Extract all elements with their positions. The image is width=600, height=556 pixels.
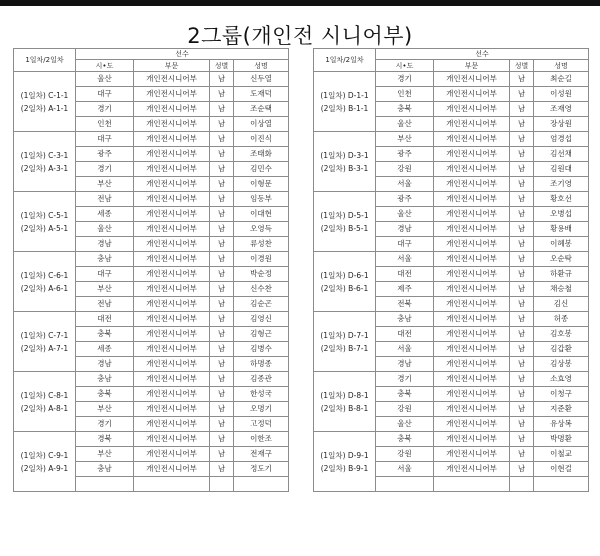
name-cell: 김영신 [234, 312, 289, 327]
gender-cell: 남 [510, 462, 534, 477]
name-cell: 이청구 [534, 387, 589, 402]
table-row [14, 252, 289, 267]
division-cell: 개인전시니어부 [134, 162, 210, 177]
region-cell: 전북 [376, 297, 434, 312]
gender-cell: 남 [510, 102, 534, 117]
region-cell: 울산 [76, 72, 134, 87]
name-cell: 박명환 [534, 432, 589, 447]
division-cell: 개인전시니어부 [434, 87, 510, 102]
region-cell: 광주 [376, 192, 434, 207]
name-cell [534, 477, 589, 492]
header-round: 1일차/2일차 [14, 49, 76, 72]
round-day2: (2일차) A-3-1 [20, 163, 69, 173]
region-cell: 강원 [376, 402, 434, 417]
name-cell: 하명종 [234, 357, 289, 372]
division-cell: 개인전시니어부 [434, 432, 510, 447]
round-day1: (1일차) C-7-1 [20, 330, 69, 340]
round-day2: (2일차) B-6-1 [320, 283, 369, 293]
gender-cell: 남 [210, 87, 234, 102]
division-cell [434, 477, 510, 492]
table-row [314, 372, 589, 387]
round-day2: (2일차) A-5-1 [20, 223, 69, 233]
division-cell: 개인전시니어부 [434, 282, 510, 297]
round-cell [14, 432, 76, 492]
name-cell: 김순곤 [234, 297, 289, 312]
gender-cell: 남 [210, 207, 234, 222]
gender-cell: 남 [210, 372, 234, 387]
round-day1: (1일차) D-5-1 [320, 210, 369, 220]
name-cell: 황용배 [534, 222, 589, 237]
division-cell: 개인전시니어부 [434, 417, 510, 432]
header-row [14, 49, 289, 60]
header-region: 시•도 [76, 60, 134, 72]
round-day2: (2일차) B-1-1 [320, 103, 369, 113]
name-cell: 이성원 [534, 87, 589, 102]
name-cell: 이형문 [234, 177, 289, 192]
division-cell: 개인전시니어부 [134, 417, 210, 432]
name-cell: 도재덕 [234, 87, 289, 102]
name-cell: 이한조 [234, 432, 289, 447]
region-cell: 서울 [376, 252, 434, 267]
name-cell: 오순탁 [534, 252, 589, 267]
division-cell: 개인전시니어부 [134, 342, 210, 357]
region-cell: 경남 [376, 222, 434, 237]
name-cell: 이혜봉 [534, 237, 589, 252]
name-cell: 이대현 [234, 207, 289, 222]
name-cell: 장상원 [534, 117, 589, 132]
region-cell: 경기 [376, 372, 434, 387]
name-cell: 허종 [534, 312, 589, 327]
name-cell: 김원대 [534, 162, 589, 177]
gender-cell: 남 [210, 147, 234, 162]
name-cell: 김병수 [234, 342, 289, 357]
division-cell: 개인전시니어부 [134, 72, 210, 87]
region-cell: 서울 [376, 342, 434, 357]
gender-cell: 남 [510, 177, 534, 192]
name-cell: 류성찬 [234, 237, 289, 252]
table-row [314, 192, 589, 207]
round-day2: (2일차) A-1-1 [20, 103, 69, 113]
header-player: 선수 [376, 49, 589, 60]
gender-cell: 남 [510, 207, 534, 222]
header-gender: 성별 [210, 60, 234, 72]
page-title: 2그룹(개인전 시니어부) [187, 24, 413, 48]
round-cell [314, 432, 376, 492]
region-cell: 대전 [376, 267, 434, 282]
name-cell: 조순택 [234, 102, 289, 117]
division-cell: 개인전시니어부 [434, 387, 510, 402]
right-group-table [313, 48, 589, 492]
table-row [314, 432, 589, 447]
division-cell: 개인전시니어부 [134, 282, 210, 297]
round-day2: (2일차) A-8-1 [20, 403, 69, 413]
region-cell: 부산 [76, 177, 134, 192]
gender-cell: 남 [210, 102, 234, 117]
name-cell: 최순길 [534, 72, 589, 87]
round-cell [14, 132, 76, 192]
gender-cell: 남 [510, 72, 534, 87]
top-bar [0, 0, 600, 6]
round-cell [14, 192, 76, 252]
name-cell: 임동부 [234, 192, 289, 207]
header-region: 시•도 [376, 60, 434, 72]
gender-cell: 남 [210, 297, 234, 312]
round-day1: (1일차) C-3-1 [20, 150, 69, 160]
gender-cell: 남 [510, 372, 534, 387]
round-day1: (1일차) D-9-1 [320, 450, 369, 460]
header-division: 부문 [134, 60, 210, 72]
round-day2: (2일차) B-5-1 [320, 223, 369, 233]
header-player: 선수 [76, 49, 289, 60]
region-cell: 경기 [76, 102, 134, 117]
gender-cell: 남 [210, 357, 234, 372]
round-day1: (1일차) C-9-1 [20, 450, 69, 460]
division-cell: 개인전시니어부 [434, 222, 510, 237]
gender-cell: 남 [510, 402, 534, 417]
name-cell: 이현걸 [534, 462, 589, 477]
gender-cell: 남 [510, 327, 534, 342]
division-cell: 개인전시니어부 [434, 252, 510, 267]
region-cell: 경남 [76, 357, 134, 372]
gender-cell: 남 [210, 282, 234, 297]
gender-cell: 남 [510, 342, 534, 357]
table-row [14, 72, 289, 87]
round-day2: (2일차) A-9-1 [20, 463, 69, 473]
division-cell: 개인전시니어부 [434, 207, 510, 222]
region-cell: 대전 [376, 327, 434, 342]
region-cell: 충남 [376, 312, 434, 327]
region-cell: 경기 [376, 72, 434, 87]
table-row [314, 252, 589, 267]
division-cell: 개인전시니어부 [434, 372, 510, 387]
region-cell [76, 477, 134, 492]
round-day1: (1일차) C-8-1 [20, 390, 69, 400]
region-cell: 강원 [376, 162, 434, 177]
gender-cell: 남 [210, 72, 234, 87]
division-cell: 개인전시니어부 [434, 132, 510, 147]
name-cell: 황호선 [534, 192, 589, 207]
round-day1: (1일차) D-7-1 [320, 330, 369, 340]
name-cell: 김신 [534, 297, 589, 312]
division-cell: 개인전시니어부 [134, 312, 210, 327]
division-cell: 개인전시니어부 [434, 72, 510, 87]
name-cell: 신수찬 [234, 282, 289, 297]
gender-cell: 남 [210, 222, 234, 237]
division-cell: 개인전시니어부 [434, 402, 510, 417]
gender-cell: 남 [210, 162, 234, 177]
region-cell: 울산 [376, 207, 434, 222]
name-cell: 이진식 [234, 132, 289, 147]
name-cell: 김상봉 [534, 357, 589, 372]
region-cell: 세종 [76, 207, 134, 222]
name-cell: 김호봉 [534, 327, 589, 342]
header-name: 성명 [534, 60, 589, 72]
region-cell: 충남 [76, 462, 134, 477]
region-cell: 충북 [376, 102, 434, 117]
name-cell: 이철교 [534, 447, 589, 462]
round-day1: (1일차) C-1-1 [20, 90, 69, 100]
division-cell: 개인전시니어부 [434, 342, 510, 357]
region-cell: 경기 [76, 162, 134, 177]
table-row [14, 192, 289, 207]
left-group-table [13, 48, 289, 492]
round-day1: (1일차) D-6-1 [320, 270, 369, 280]
gender-cell: 남 [210, 177, 234, 192]
name-cell: 오영득 [234, 222, 289, 237]
division-cell: 개인전시니어부 [134, 192, 210, 207]
header-name: 성명 [234, 60, 289, 72]
round-day1: (1일차) D-3-1 [320, 150, 369, 160]
round-cell [314, 372, 376, 432]
gender-cell: 남 [210, 387, 234, 402]
region-cell: 인천 [76, 117, 134, 132]
region-cell: 대구 [76, 267, 134, 282]
division-cell: 개인전시니어부 [434, 117, 510, 132]
round-day2: (2일차) B-8-1 [320, 403, 369, 413]
division-cell: 개인전시니어부 [134, 462, 210, 477]
name-cell: 엄경섭 [534, 132, 589, 147]
name-cell: 오병섭 [534, 207, 589, 222]
gender-cell: 남 [210, 402, 234, 417]
round-day2: (2일차) B-9-1 [320, 463, 369, 473]
gender-cell: 남 [510, 147, 534, 162]
region-cell: 울산 [376, 117, 434, 132]
gender-cell: 남 [510, 237, 534, 252]
division-cell: 개인전시니어부 [134, 102, 210, 117]
name-cell [234, 477, 289, 492]
name-cell: 채승철 [534, 282, 589, 297]
name-cell: 김민수 [234, 162, 289, 177]
round-day1: (1일차) C-6-1 [20, 270, 69, 280]
gender-cell: 남 [510, 267, 534, 282]
division-cell [134, 477, 210, 492]
round-day2: (2일차) A-6-1 [20, 283, 69, 293]
name-cell: 조태화 [234, 147, 289, 162]
division-cell: 개인전시니어부 [134, 297, 210, 312]
division-cell: 개인전시니어부 [434, 147, 510, 162]
division-cell: 개인전시니어부 [134, 87, 210, 102]
gender-cell: 남 [510, 132, 534, 147]
round-day1: (1일차) D-8-1 [320, 390, 369, 400]
gender-cell: 남 [510, 222, 534, 237]
region-cell [376, 477, 434, 492]
division-cell: 개인전시니어부 [434, 357, 510, 372]
region-cell: 경기 [76, 417, 134, 432]
gender-cell: 남 [510, 252, 534, 267]
gender-cell: 남 [210, 447, 234, 462]
region-cell: 서울 [376, 462, 434, 477]
round-day2: (2일차) A-7-1 [20, 343, 69, 353]
gender-cell: 남 [210, 432, 234, 447]
gender-cell: 남 [510, 387, 534, 402]
division-cell: 개인전시니어부 [134, 357, 210, 372]
region-cell: 세종 [76, 342, 134, 357]
gender-cell [210, 477, 234, 492]
gender-cell: 남 [510, 432, 534, 447]
round-day1: (1일차) C-5-1 [20, 210, 69, 220]
region-cell: 전남 [76, 297, 134, 312]
gender-cell: 남 [210, 312, 234, 327]
name-cell: 정도기 [234, 462, 289, 477]
division-cell: 개인전시니어부 [434, 312, 510, 327]
name-cell: 고정덕 [234, 417, 289, 432]
division-cell: 개인전시니어부 [434, 102, 510, 117]
gender-cell: 남 [210, 117, 234, 132]
region-cell: 충남 [76, 372, 134, 387]
division-cell: 개인전시니어부 [134, 237, 210, 252]
division-cell: 개인전시니어부 [134, 252, 210, 267]
table-row [314, 72, 589, 87]
header-row [314, 49, 589, 60]
division-cell: 개인전시니어부 [134, 387, 210, 402]
division-cell: 개인전시니어부 [134, 132, 210, 147]
gender-cell: 남 [210, 192, 234, 207]
division-cell: 개인전시니어부 [134, 117, 210, 132]
region-cell: 충남 [76, 252, 134, 267]
region-cell: 충북 [376, 387, 434, 402]
division-cell: 개인전시니어부 [134, 447, 210, 462]
round-cell [14, 312, 76, 372]
region-cell: 부산 [76, 402, 134, 417]
region-cell: 강원 [376, 447, 434, 462]
region-cell: 부산 [76, 447, 134, 462]
name-cell: 김종관 [234, 372, 289, 387]
gender-cell: 남 [210, 342, 234, 357]
round-cell [314, 132, 376, 192]
gender-cell: 남 [210, 327, 234, 342]
name-cell: 신두열 [234, 72, 289, 87]
region-cell: 광주 [76, 147, 134, 162]
gender-cell: 남 [510, 417, 534, 432]
region-cell: 충북 [76, 387, 134, 402]
gender-cell: 남 [510, 87, 534, 102]
region-cell: 대구 [376, 237, 434, 252]
gender-cell: 남 [210, 237, 234, 252]
division-cell: 개인전시니어부 [434, 162, 510, 177]
division-cell: 개인전시니어부 [434, 237, 510, 252]
header-gender: 성별 [510, 60, 534, 72]
name-cell: 조기영 [534, 177, 589, 192]
table-row [314, 312, 589, 327]
round-day1: (1일차) D-1-1 [320, 90, 369, 100]
division-cell: 개인전시니어부 [134, 327, 210, 342]
gender-cell: 남 [510, 357, 534, 372]
header-round: 1일차/2일차 [314, 49, 376, 72]
name-cell: 박순정 [234, 267, 289, 282]
name-cell: 김갑환 [534, 342, 589, 357]
table-row [14, 312, 289, 327]
division-cell: 개인전시니어부 [134, 222, 210, 237]
division-cell: 개인전시니어부 [434, 297, 510, 312]
division-cell: 개인전시니어부 [434, 327, 510, 342]
gender-cell: 남 [210, 252, 234, 267]
division-cell: 개인전시니어부 [434, 447, 510, 462]
table-row [14, 132, 289, 147]
name-cell: 김형근 [234, 327, 289, 342]
name-cell: 지준환 [534, 402, 589, 417]
round-cell [314, 72, 376, 132]
round-cell [14, 372, 76, 432]
round-cell [314, 312, 376, 372]
round-cell [14, 252, 76, 312]
division-cell: 개인전시니어부 [434, 192, 510, 207]
gender-cell: 남 [510, 162, 534, 177]
gender-cell: 남 [510, 312, 534, 327]
gender-cell: 남 [210, 417, 234, 432]
name-cell: 유상복 [534, 417, 589, 432]
name-cell: 한성국 [234, 387, 289, 402]
gender-cell: 남 [510, 117, 534, 132]
division-cell: 개인전시니어부 [434, 462, 510, 477]
round-cell [314, 192, 376, 252]
name-cell: 하환규 [534, 267, 589, 282]
name-cell: 전재구 [234, 447, 289, 462]
division-cell: 개인전시니어부 [134, 207, 210, 222]
name-cell: 이경원 [234, 252, 289, 267]
region-cell: 경남 [76, 237, 134, 252]
division-cell: 개인전시니어부 [134, 372, 210, 387]
table-row [14, 432, 289, 447]
table-row [314, 132, 589, 147]
region-cell: 제주 [376, 282, 434, 297]
name-cell: 조재영 [534, 102, 589, 117]
region-cell: 대구 [76, 87, 134, 102]
name-cell: 이상열 [234, 117, 289, 132]
name-cell: 오명기 [234, 402, 289, 417]
region-cell: 경북 [76, 432, 134, 447]
gender-cell: 남 [510, 282, 534, 297]
division-cell: 개인전시니어부 [134, 147, 210, 162]
region-cell: 인천 [376, 87, 434, 102]
table-row [14, 372, 289, 387]
gender-cell: 남 [510, 447, 534, 462]
division-cell: 개인전시니어부 [134, 432, 210, 447]
region-cell: 충북 [376, 432, 434, 447]
division-cell: 개인전시니어부 [434, 177, 510, 192]
round-day2: (2일차) B-3-1 [320, 163, 369, 173]
round-cell [314, 252, 376, 312]
gender-cell: 남 [210, 462, 234, 477]
division-cell: 개인전시니어부 [134, 402, 210, 417]
region-cell: 광주 [376, 147, 434, 162]
gender-cell: 남 [210, 132, 234, 147]
region-cell: 부산 [76, 282, 134, 297]
round-day2: (2일차) B-7-1 [320, 343, 369, 353]
name-cell: 소효영 [534, 372, 589, 387]
round-cell [14, 72, 76, 132]
region-cell: 대전 [76, 312, 134, 327]
region-cell: 경남 [376, 357, 434, 372]
region-cell: 충북 [76, 327, 134, 342]
gender-cell [510, 477, 534, 492]
gender-cell: 남 [510, 297, 534, 312]
region-cell: 부산 [376, 132, 434, 147]
division-cell: 개인전시니어부 [134, 267, 210, 282]
header-division: 부문 [434, 60, 510, 72]
division-cell: 개인전시니어부 [134, 177, 210, 192]
region-cell: 서울 [376, 177, 434, 192]
name-cell: 김선채 [534, 147, 589, 162]
gender-cell: 남 [210, 267, 234, 282]
division-cell: 개인전시니어부 [434, 267, 510, 282]
region-cell: 전남 [76, 192, 134, 207]
gender-cell: 남 [510, 192, 534, 207]
region-cell: 울산 [376, 417, 434, 432]
region-cell: 울산 [76, 222, 134, 237]
region-cell: 대구 [76, 132, 134, 147]
